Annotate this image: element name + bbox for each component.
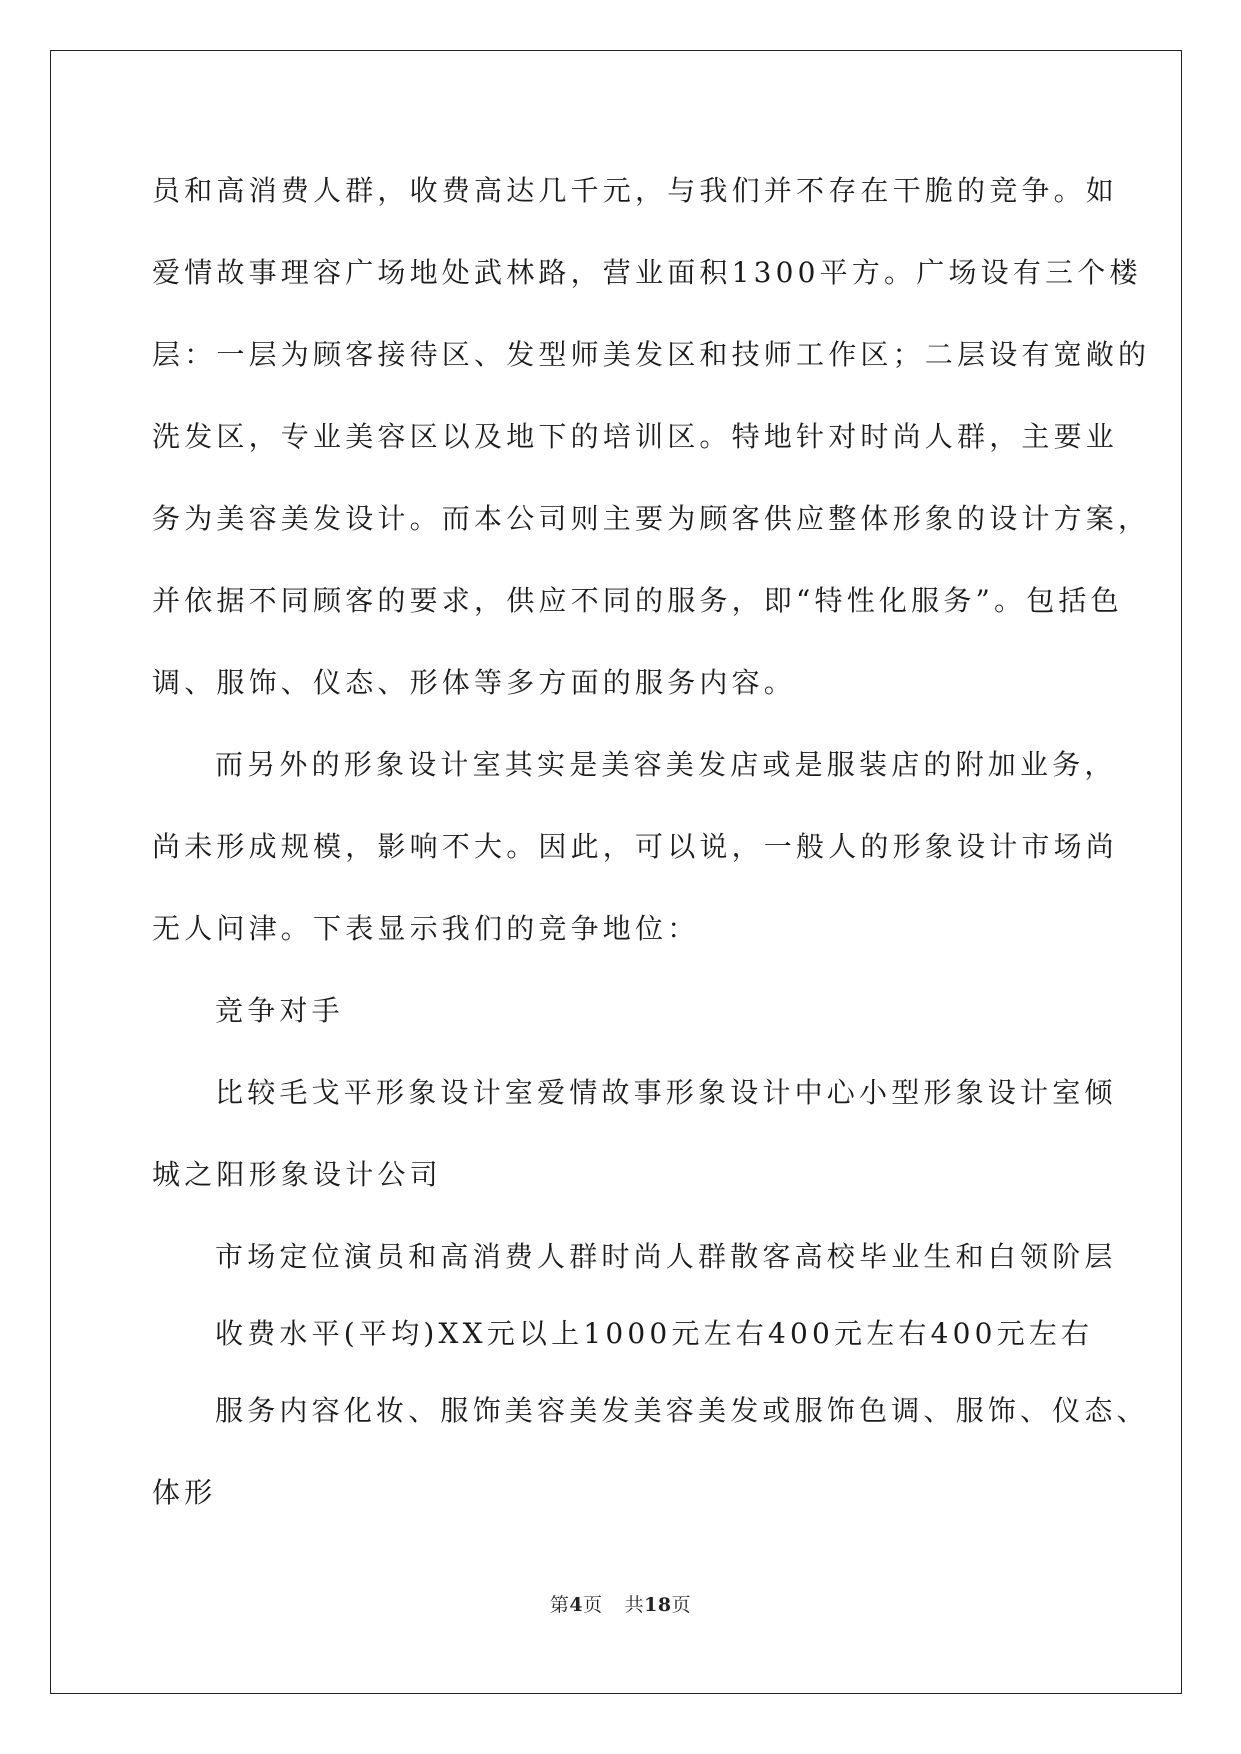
total-prefix: 共 xyxy=(624,1594,645,1616)
page-prefix: 第 xyxy=(549,1594,570,1616)
text-line: 尚未形成规模，影响不大。因此，可以说，一般人的形象设计市场尚 xyxy=(152,830,1119,863)
text-line: 员和高消费人群，收费高达几千元，与我们并不存在干脆的竞争。如 xyxy=(152,174,1119,207)
page-number: 4 xyxy=(569,1594,584,1616)
paragraph-start: 而另外的形象设计室其实是美容美发店或是服装店的附加业务， xyxy=(215,748,1117,781)
document-body xyxy=(152,150,1151,1534)
total-suffix: 页 xyxy=(671,1594,692,1616)
text-line: 洗发区，专业美容区以及地下的培训区。特地针对时尚人群，主要业 xyxy=(152,420,1119,453)
table-row-price: 收费水平(平均)XX元以上1000元左右400元左右400元左右 xyxy=(215,1317,1094,1350)
page-footer xyxy=(0,1590,1241,1617)
table-row-positioning: 市场定位演员和高消费人群时尚人群散客高校毕业生和白领阶层 xyxy=(215,1240,1117,1273)
table-row-services: 服务内容化妆、服饰美容美发美容美发或服饰色调、服饰、仪态、 xyxy=(215,1394,1149,1427)
table-heading: 竞争对手 xyxy=(215,994,344,1027)
text-line: 城之阳形象设计公司 xyxy=(152,1158,442,1191)
text-line: 无人问津。下表显示我们的竞争地位： xyxy=(152,912,700,945)
text-line: 务为美容美发设计。而本公司则主要为顾客供应整体形象的设计方案， xyxy=(152,502,1151,535)
text-line: 并依据不同顾客的要求，供应不同的服务，即“特性化服务”。包括色 xyxy=(152,584,1123,617)
text-line: 体形 xyxy=(152,1476,217,1509)
page-suffix: 页 xyxy=(583,1594,603,1616)
text-line: 调、服饰、仪态、形体等多方面的服务内容。 xyxy=(152,666,797,699)
table-row-compare: 比较毛戈平形象设计室爱情故事形象设计中心小型形象设计室倾 xyxy=(215,1076,1117,1109)
text-line: 爱情故事理容广场地处武林路，营业面积1300平方。广场设有三个楼 xyxy=(152,256,1142,289)
total-pages: 18 xyxy=(644,1594,672,1616)
text-line: 层：一层为顾客接待区、发型师美发区和技师工作区；二层设有宽敞的 xyxy=(152,338,1151,371)
